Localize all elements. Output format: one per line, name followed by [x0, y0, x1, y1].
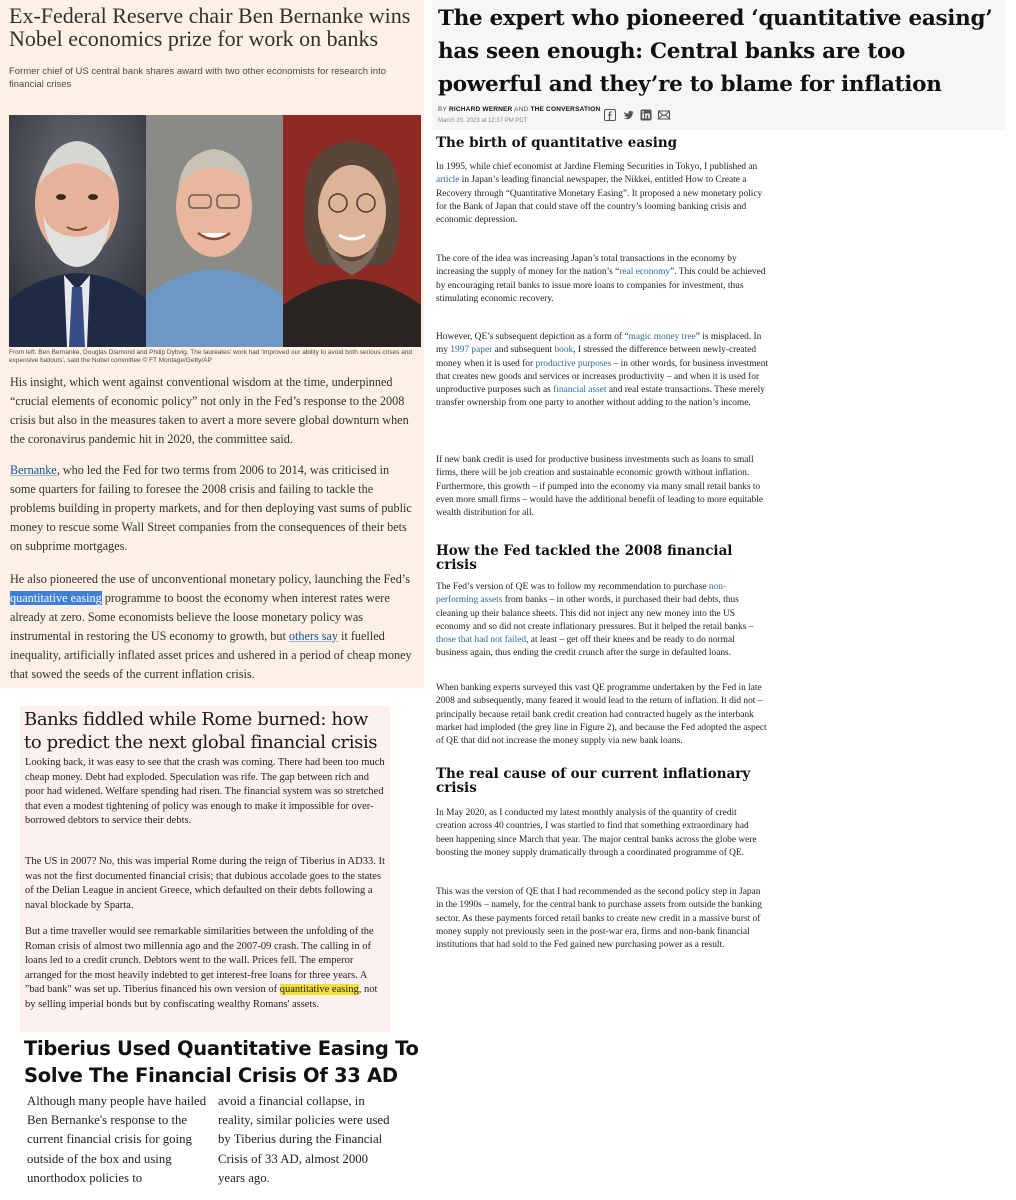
- real-economy-link[interactable]: real economy: [619, 267, 671, 278]
- conversation-article-panel: [430, 130, 770, 986]
- conv-p3-text-c: and subsequent: [492, 345, 555, 356]
- fortune-date: March 20, 2023 at 12:37 PM PDT: [438, 118, 528, 124]
- ft-paragraph-1: His insight, which went against conventional wisdom at the time, underpinned “crucial elements of economic policy” not only in the Fed’s response to the 2008 crisis but also in the measures taken to avert a more severe global downturn when the coronavirus pandemic hit in 2020, the committee said.: [10, 375, 409, 446]
- economist-p3-text-b: , not by selling imperial bonds but by confiscating wealthy Romans' assets.: [25, 984, 378, 1010]
- conversation-paragraph-6: When banking experts surveyed this vast QE programme undertaken by the Fed in late 2008 and subsequently, many feared it would lead to the return of inflation. It did not – principally because retail bank credit creation had contracted hugely as the interbank market had imploded (the grey line in Figure 2), and because the Fed adopted the aspect of QE that did not increase the money supply via new bank loans.: [436, 683, 767, 747]
- fortune-headline: The expert who pioneered ‘quantitative easing’ has seen enough: Central banks are too powerful and they’re to blame for inflation: [438, 6, 993, 97]
- conv-p3-text-f: and real estate transactions. These merely transfer ownership from one party to another without adding to the nation’s income.: [436, 385, 765, 409]
- section-heading-real-cause: The real cause of our current inflationary crisis: [436, 766, 751, 796]
- conversation-paragraph-2: [436, 253, 768, 306]
- economist-article-panel: [20, 706, 390, 1032]
- conv-p1-text-b: in Japan’s leading financial newspaper, the Nikkei, entitled How to Create a Recovery through “Quantitative Monetary Easing”. It proposed a new monetary policy for the Bank of Japan that could stave off the country’s looming banking crisis and economic depression.: [436, 175, 763, 226]
- financial-asset-link[interactable]: financial asset: [553, 385, 607, 396]
- conv-p2-text-a: The core of the idea was increasing Japan’s total transactions in the economy by increasing the supply of money for the nation’s “: [436, 254, 737, 278]
- byline-and: AND: [514, 106, 529, 113]
- conv-p5-text-b: from banks – in other words, it purchased their bad debts, thus cleaning up their balance sheets. This did not inject any new money into the US economy and so did not create inflationary pressures. But it helped the retail banks –: [436, 595, 754, 632]
- facebook-icon[interactable]: [603, 108, 616, 121]
- book-link[interactable]: book: [554, 345, 574, 356]
- economist-paragraph-1: Looking back, it was easy to see that the crash was coming. There had been too much cheap money. Debt had exploded. Speculation was rife. The gap between rich and poor had widened. Welfare spending had risen. The financial system was so stretched that even a modest tightening of policy was enough to make it impossible for over-borrowed debtors to service their debts.: [25, 757, 385, 826]
- share-bar: [603, 108, 670, 121]
- tiberius-column-2: avoid a financial collapse, in reality, similar policies were used by Tiberius during the Financial Crisis of 33 AD, almost 2000 years ago.: [218, 1094, 390, 1185]
- byline-source[interactable]: THE CONVERSATION: [530, 106, 601, 113]
- section-heading-birth-of-qe: The birth of quantitative easing: [436, 135, 678, 151]
- ft-p3-text-c: it fuelled inequality, artificially inflated asset prices and ushered in a period of cheap money that sowed the seeds of the current inflation crisis.: [10, 629, 412, 681]
- ft-paragraph-3: [10, 570, 412, 684]
- conv-p5-text-a: The Fed’s version of QE was to follow my recommendation to purchase: [436, 582, 709, 592]
- ft-paragraph-2-text: , who led the Fed for two terms from 2006 to 2014, was criticised in some quarters for failing to foresee the 2008 crisis and failing to tackle the problems building in property markets, and for then deploying vast sums of public money to rescue some Wall Street companies from the consequences of their bets on subprime mortgages.: [10, 463, 412, 553]
- conv-p3-text-e: – in other words, for business investment that creates new goods and services or increases productivity – and when it is used for unproductive purposes such as: [436, 358, 768, 396]
- ft-article-panel: [0, 0, 424, 688]
- ft-p3-text-a: He also pioneered the use of unconventional monetary policy, launching the Fed’s: [10, 572, 410, 586]
- non-performing-assets-link[interactable]: non-performing assets: [436, 582, 727, 606]
- conv-p2-text-b: ”. This could be achieved by encouraging retail banks to issue more loans to companies for investment, thus stimulating economic recovery.: [436, 267, 766, 304]
- byline-by: BY: [438, 106, 447, 113]
- productive-purposes-link[interactable]: productive purposes: [535, 358, 612, 369]
- conversation-paragraph-1: [436, 161, 768, 227]
- economist-paragraph-2: The US in 2007? No, this was imperial Rome during the reign of Tiberius in AD33. It was not the first documented financial crisis; that dubious accolade goes to the states of the Delian League in ancient Greece, which defaulted on their debts following a naval blockade by Sparta.: [25, 856, 385, 911]
- 1997-paper-link[interactable]: 1997 paper: [450, 345, 493, 356]
- ft-laureates-photo: [9, 115, 421, 347]
- economist-paragraph-3: [25, 925, 387, 1012]
- conv-p1-text-a: In 1995, while chief economist at Jardine Fleming Securities in Tokyo, I published an: [436, 162, 758, 172]
- conversation-paragraph-3: [436, 331, 768, 411]
- section-heading-fed-2008: How the Fed tackled the 2008 financial crisis: [436, 543, 733, 573]
- conv-p3-text-a: However, QE’s subsequent depiction as a form of “: [436, 332, 629, 342]
- conversation-paragraph-7: In May 2020, as I conducted my latest monthly analysis of the quantity of credit creation across 40 countries, I was startled to find that something extraordinary had been happening since March that year. The major central banks across the globe were boosting the money supply dramatically through a coordinated programme of QE.: [436, 808, 757, 858]
- magic-money-tree-link[interactable]: magic money tree: [628, 332, 696, 342]
- fortune-byline: [438, 106, 600, 113]
- ft-headline: Ex-Federal Reserve chair Ben Bernanke wins Nobel economics prize for work on banks: [9, 3, 411, 51]
- economist-p3-text-a: But a time traveller would see remarkable similarities between the unfolding of the Roman crisis of almost two millennia ago and the 2007-09 crash. The calling in of loans led to a credit crunch. Debtors went to the wall. Prices fell. The emperor arranged for the most heavily indebted to get interest-free loans for three years. A "bad bank" was set up. Tiberius financed his own version of: [25, 926, 374, 995]
- photo-diamond: [146, 115, 283, 347]
- article-link[interactable]: article: [436, 175, 460, 186]
- conv-p3-text-b: ” is misplaced. In my: [436, 332, 762, 356]
- those-that-had-not-failed-link[interactable]: those that had not failed: [436, 635, 527, 646]
- tiberius-headline: Tiberius Used Quantitative Easing To Solve The Financial Crisis Of 33 AD: [24, 1037, 419, 1087]
- photo-bernanke: [9, 115, 146, 347]
- linkedin-icon[interactable]: [639, 108, 652, 121]
- fortune-article-header: [432, 0, 1006, 130]
- twitter-icon[interactable]: [621, 108, 634, 121]
- quantitative-easing-highlight: quantitative easing: [10, 591, 102, 605]
- others-say-link[interactable]: others say: [288, 629, 338, 643]
- tiberius-column-1: Although many people have hailed Ben Bernanke's response to the current financial crisis for going outside of the box and using unorthodox policies to: [27, 1094, 207, 1185]
- conv-p3-text-d: , I stressed the difference between newly-created money when it is used for: [436, 345, 757, 369]
- conversation-paragraph-5: [436, 581, 768, 661]
- email-icon[interactable]: [657, 108, 670, 121]
- conv-p5-text-c: , at least – get off their knees and be ready to do normal business again, thus ending the credit crunch after the surge in defaulted loans.: [436, 635, 735, 659]
- ft-standfirst: Former chief of US central bank shares award with two other economists for research into financial crises: [9, 66, 386, 90]
- ft-photo-caption: From left: Ben Bernanke, Douglas Diamond and Philip Dybvig. The laureates' work had 'improved our ability to avoid both serious crises and expensive bailouts', said the Nobel committee © FT Montage/Getty/AP: [9, 349, 413, 364]
- quantitative-easing-yellow-highlight: quantitative easing: [279, 984, 359, 995]
- ft-paragraph-2: [10, 461, 412, 556]
- byline-author[interactable]: RICHARD WERNER: [448, 106, 513, 113]
- photo-dybvig: [283, 115, 421, 347]
- conversation-paragraph-8: This was the version of QE that I had recommended as the second policy step in Japan in the 1990s – namely, for the central bank to purchase assets from outside the banking sector. As these payments forced retail banks to create new credit in a massive burst of money supply not previously seen in the post-war era, firms and non-bank financial institutions that had sold to the Fed gained new purchasing power as a result.: [436, 887, 762, 951]
- ft-p3-text-b: programme to boost the economy when interest rates were already at zero. Some economists believe the loose monetary policy was instrumental in restoring the US economy to growth, but: [10, 591, 390, 643]
- economist-headline: Banks fiddled while Rome burned: how to predict the next global financial crisis: [24, 709, 378, 753]
- conversation-paragraph-4: If new bank credit is used for productive business investments such as loans to small firms, there will be job creation and sustainable economic growth without inflation. Furthermore, this growth – if pumped into the economy via many small retail banks to even more small firms – would have the additional benefit of leading to more equitable wealth distribution for all.: [436, 455, 763, 519]
- bernanke-link[interactable]: Bernanke: [10, 463, 57, 477]
